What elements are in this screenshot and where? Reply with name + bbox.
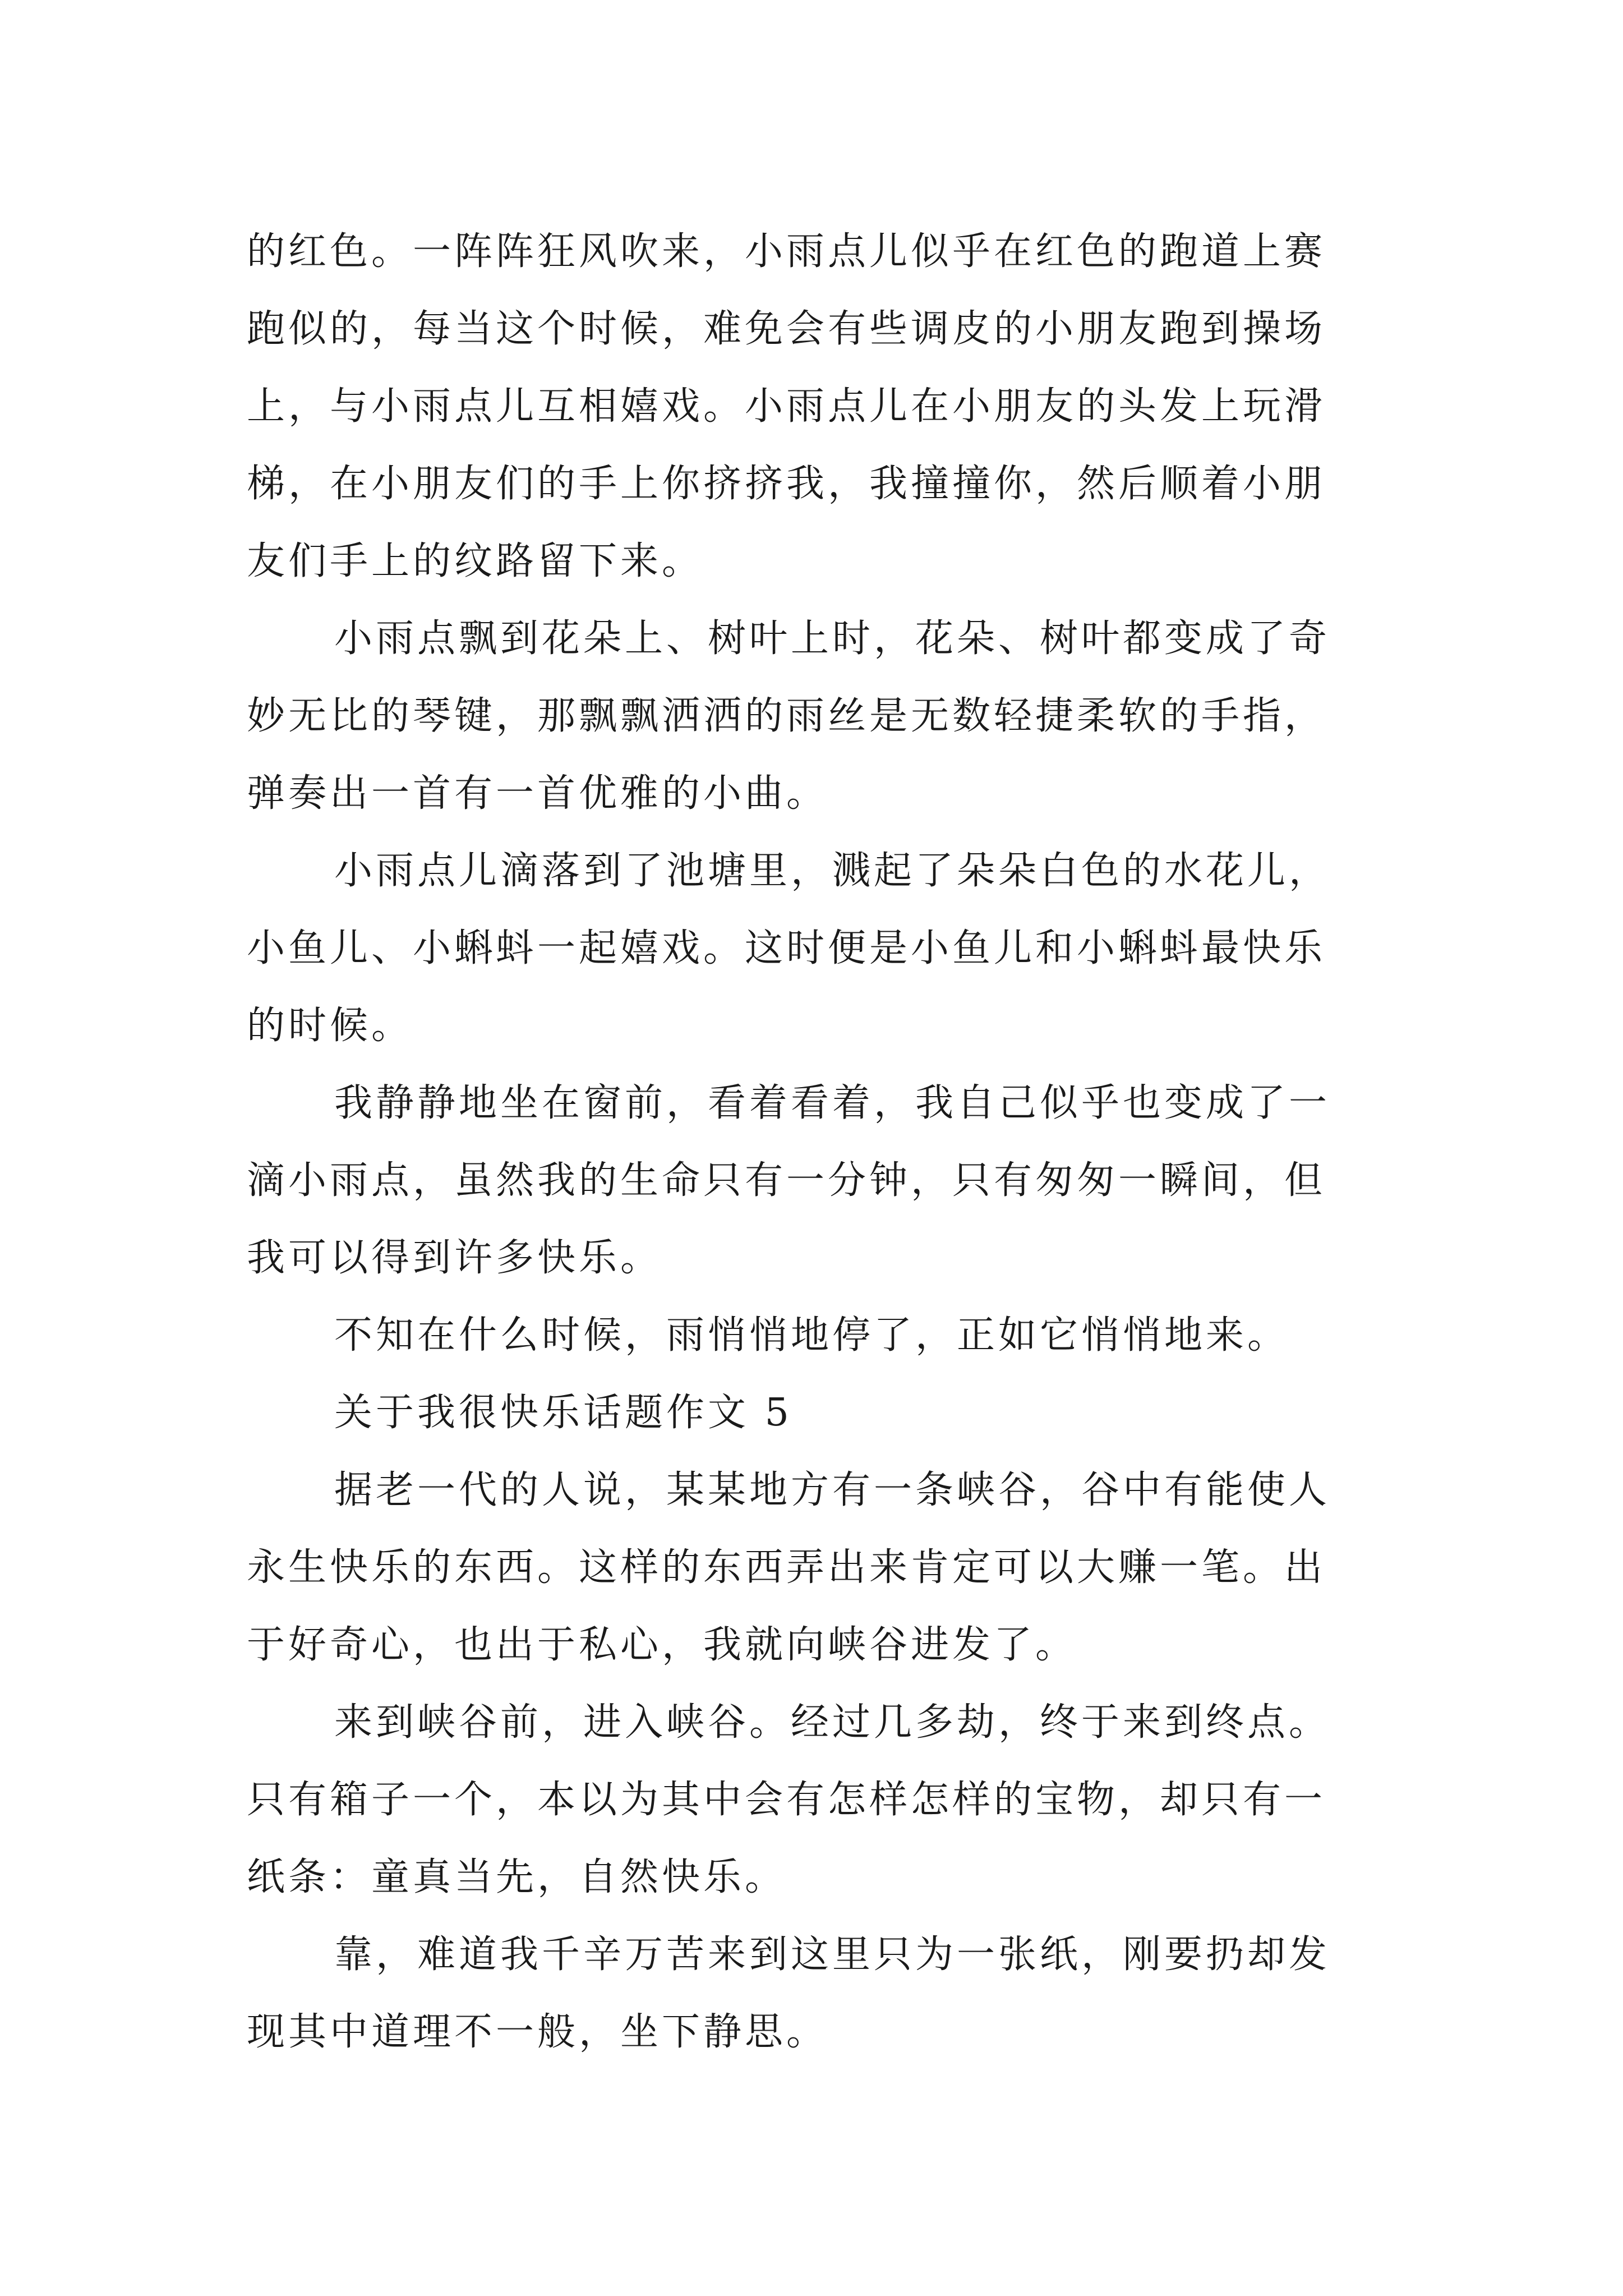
text-line: 现其中道理不一般，坐下静思。: [247, 2010, 828, 2054]
text-line: 永生快乐的东西。这样的东西弄出来肯定可以大赚一笔。出: [247, 1545, 1326, 1590]
text-line: 小鱼儿、小蝌蚪一起嬉戏。这时便是小鱼儿和小蝌蚪最快乐: [247, 926, 1326, 970]
text-line: 关于我很快乐话题作文 5: [334, 1391, 792, 1435]
text-line: 靠，难道我千辛万苦来到这里只为一张纸，刚要扔却发: [334, 1932, 1331, 1977]
text-line: 我可以得到许多快乐。: [247, 1236, 662, 1280]
text-line: 上，与小雨点儿互相嬉戏。小雨点儿在小朋友的头发上玩滑: [247, 384, 1326, 429]
text-line: 纸条：童真当先，自然快乐。: [247, 1855, 787, 1899]
text-line: 弹奏出一首有一首优雅的小曲。: [247, 771, 828, 816]
document-body: [247, 213, 1391, 2071]
text-line: 的红色。一阵阵狂风吹来，小雨点儿似乎在红色的跑道上赛: [247, 229, 1326, 274]
text-line: 的时候。: [247, 1004, 413, 1048]
text-line: 小雨点儿滴落到了池塘里，溅起了朵朵白色的水花儿，: [334, 849, 1331, 893]
text-line: 妙无比的琴键，那飘飘洒洒的雨丝是无数轻捷柔软的手指，: [247, 694, 1326, 738]
text-line: 来到峡谷前，进入峡谷。经过几多劫，终于来到终点。: [334, 1700, 1331, 1745]
text-line: 小雨点飘到花朵上、树叶上时，花朵、树叶都变成了奇: [334, 616, 1331, 661]
text-line: 跑似的，每当这个时候，难免会有些调皮的小朋友跑到操场: [247, 307, 1326, 351]
text-line: 滴小雨点，虽然我的生命只有一分钟，只有匆匆一瞬间，但: [247, 1158, 1326, 1203]
text-line: 梯，在小朋友们的手上你挤挤我，我撞撞你，然后顺着小朋: [247, 462, 1326, 506]
text-line: 只有箱子一个，本以为其中会有怎样怎样的宝物，却只有一: [247, 1778, 1326, 1822]
text-line: 不知在什么时候，雨悄悄地停了，正如它悄悄地来。: [334, 1313, 1289, 1358]
text-line: 据老一代的人说，某某地方有一条峡谷，谷中有能使人: [334, 1468, 1331, 1512]
text-line: 于好奇心，也出于私心，我就向峡谷进发了。: [247, 1623, 1077, 1667]
text-line: 我静静地坐在窗前，看着看着，我自己似乎也变成了一: [334, 1081, 1331, 1125]
text-line: 友们手上的纹路留下来。: [247, 539, 704, 583]
